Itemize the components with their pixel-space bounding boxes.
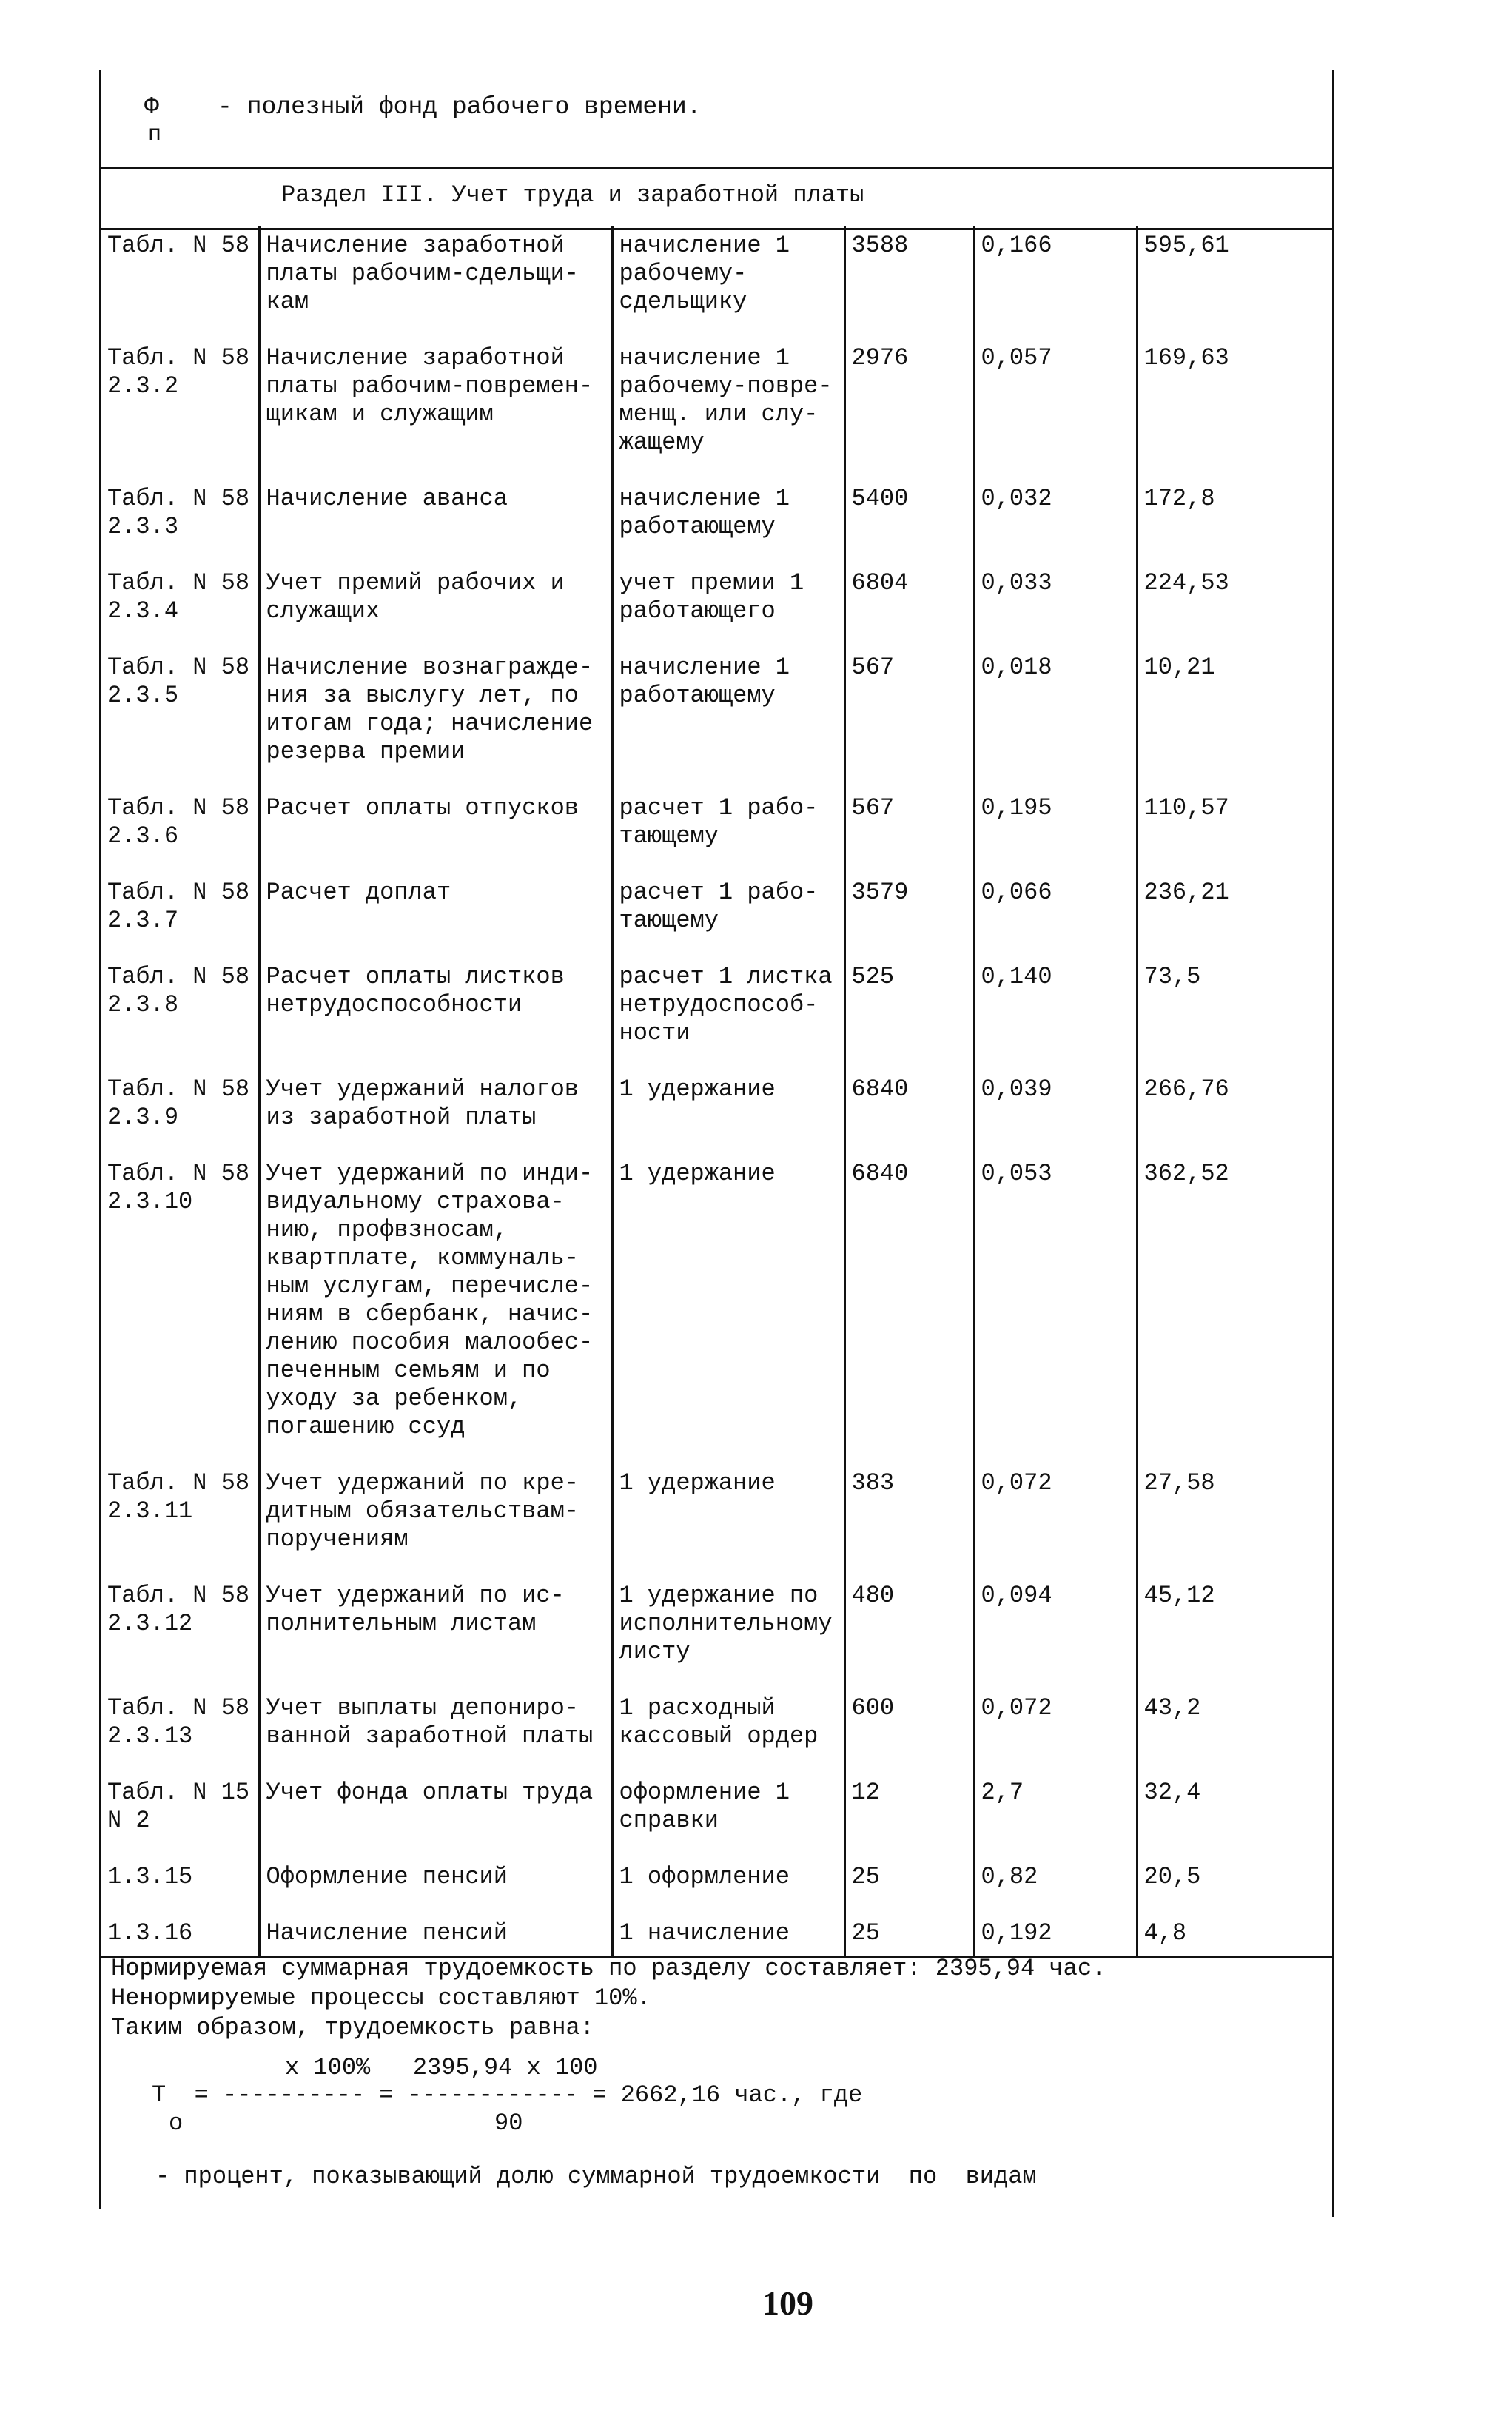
cell-name: Расчет оплаты листков нетрудоспособности xyxy=(259,957,612,1070)
table-row xyxy=(101,1913,1332,1958)
summary-line-2: Ненормируемые процессы составляют 10%. xyxy=(111,1984,651,2012)
formula-denominator: 90 xyxy=(494,2109,523,2137)
cell-ref: Табл. N 58 xyxy=(107,232,250,259)
cell-unit: 1 оформление xyxy=(612,1857,844,1913)
table-row xyxy=(101,1154,1332,1463)
cell-count: 12 xyxy=(844,1773,974,1857)
frame-right-border xyxy=(1332,70,1334,2217)
cell-ref: Табл. N 58 2.3.9 xyxy=(107,1075,250,1131)
symbol: Ф xyxy=(144,93,159,121)
table-row xyxy=(101,563,1332,648)
table-row xyxy=(101,479,1332,563)
cell-count: 25 xyxy=(844,1913,974,1958)
cell-ref: Табл. N 58 2.3.2 xyxy=(107,344,250,400)
cell-total: 4,8 xyxy=(1137,1913,1332,1958)
table-row xyxy=(101,1857,1332,1913)
cell-norm: 2,7 xyxy=(974,1773,1137,1857)
cell-name: Начисление вознагражде- ния за выслугу лет, по итогам года; начисление резерва премии xyxy=(259,648,612,788)
cell-name: Начисление пенсий xyxy=(259,1913,612,1958)
table-row xyxy=(101,1070,1332,1154)
labor-table xyxy=(101,226,1332,1958)
cell-count: 600 xyxy=(844,1688,974,1773)
cell-total: 224,53 xyxy=(1137,563,1332,648)
cell-name: Расчет доплат xyxy=(259,873,612,957)
cell-norm: 0,057 xyxy=(974,338,1137,479)
cell-norm: 0,192 xyxy=(974,1913,1137,1958)
cell-unit: 1 удержание xyxy=(612,1463,844,1576)
cell-name: Учет удержаний налогов из заработной платы xyxy=(259,1070,612,1154)
cell-name: Начисление заработной платы рабочим-сдельщи- кам xyxy=(259,226,612,338)
cell-norm: 0,195 xyxy=(974,788,1137,873)
cell-count: 480 xyxy=(844,1576,974,1688)
cell-ref: Табл. N 58 2.3.10 xyxy=(107,1160,250,1215)
table-row xyxy=(101,957,1332,1070)
cell-count: 383 xyxy=(844,1463,974,1576)
cell-total: 43,2 xyxy=(1137,1688,1332,1773)
cell-name: Расчет оплаты отпусков xyxy=(259,788,612,873)
cell-total: 32,4 xyxy=(1137,1773,1332,1857)
cell-total: 45,12 xyxy=(1137,1576,1332,1688)
cell-unit: 1 начисление xyxy=(612,1913,844,1958)
cell-unit: 1 удержание xyxy=(612,1154,844,1463)
cell-norm: 0,053 xyxy=(974,1154,1137,1463)
cell-ref: 1.3.15 xyxy=(107,1863,193,1890)
cell-total: 73,5 xyxy=(1137,957,1332,1070)
cell-ref: Табл. N 58 2.3.6 xyxy=(107,794,250,850)
cell-ref: Табл. N 58 2.3.8 xyxy=(107,963,250,1018)
summary-line-3: Таким образом, трудоемкость равна: xyxy=(111,2014,594,2041)
cell-count: 6804 xyxy=(844,563,974,648)
top-note-text: - полезный фонд рабочего времени. xyxy=(218,93,702,121)
cell-norm: 0,140 xyxy=(974,957,1137,1070)
cell-norm: 0,033 xyxy=(974,563,1137,648)
cell-ref: Табл. N 58 2.3.7 xyxy=(107,879,250,934)
cell-ref: Табл. N 15 N 2 xyxy=(107,1779,250,1834)
cell-norm: 0,072 xyxy=(974,1688,1137,1773)
cell-norm: 0,066 xyxy=(974,873,1137,957)
cell-ref: Табл. N 58 2.3.4 xyxy=(107,569,250,625)
cell-unit: 1 удержание xyxy=(612,1070,844,1154)
cell-name: Начисление заработной платы рабочим-повремен- щикам и служащим xyxy=(259,338,612,479)
cell-norm: 0,039 xyxy=(974,1070,1137,1154)
formula-numerator: x 100% 2395,94 x 100 xyxy=(285,2054,598,2081)
cell-unit: начисление 1 работающему xyxy=(612,648,844,788)
cell-count: 3588 xyxy=(844,226,974,338)
cell-total: 27,58 xyxy=(1137,1463,1332,1576)
cell-count: 525 xyxy=(844,957,974,1070)
cell-count: 25 xyxy=(844,1857,974,1913)
cell-unit: 1 удержание по исполнительному листу xyxy=(612,1576,844,1688)
cell-ref: Табл. N 58 2.3.11 xyxy=(107,1469,250,1525)
table-row xyxy=(101,226,1332,338)
cell-name: Учет удержаний по инди- видуальному страхова- нию, профвзносам, квартплате, коммуналь- ным услугам, перечисле- ниям в сбербанк, начис- лению пособия малообес- печенным семьям и по уходу за ребенком, погашению ссуд xyxy=(259,1154,612,1463)
cell-count: 567 xyxy=(844,788,974,873)
top-note-subscript: п xyxy=(148,122,162,147)
cell-name: Оформление пенсий xyxy=(259,1857,612,1913)
cell-total: 172,8 xyxy=(1137,479,1332,563)
cell-norm: 0,072 xyxy=(974,1463,1137,1576)
table-row xyxy=(101,648,1332,788)
cell-count: 3579 xyxy=(844,873,974,957)
cell-unit: расчет 1 рабо- тающему xyxy=(612,788,844,873)
table-row xyxy=(101,1688,1332,1773)
formula-subscript: o xyxy=(169,2109,184,2137)
table-row xyxy=(101,1773,1332,1857)
cell-total: 110,57 xyxy=(1137,788,1332,873)
cell-unit: начисление 1 работающему xyxy=(612,479,844,563)
cell-unit: учет премии 1 работающего xyxy=(612,563,844,648)
table-row xyxy=(101,788,1332,873)
cell-ref: Табл. N 58 2.3.12 xyxy=(107,1582,250,1637)
cell-count: 6840 xyxy=(844,1070,974,1154)
cell-norm: 0,82 xyxy=(974,1857,1137,1913)
table-row xyxy=(101,1576,1332,1688)
cell-norm: 0,166 xyxy=(974,226,1137,338)
footnote: - процент, показывающий долю суммарной трудоемкости по видам xyxy=(155,2163,1037,2190)
cell-unit: расчет 1 рабо- тающему xyxy=(612,873,844,957)
cell-name: Учет премий рабочих и служащих xyxy=(259,563,612,648)
cell-count: 2976 xyxy=(844,338,974,479)
cell-count: 567 xyxy=(844,648,974,788)
cell-total: 236,21 xyxy=(1137,873,1332,957)
summary-line-1: Нормируемая суммарная трудоемкость по разделу составляет: 2395,94 час. xyxy=(111,1955,1106,1982)
cell-ref: Табл. N 58 2.3.5 xyxy=(107,654,250,709)
top-note xyxy=(144,93,702,122)
cell-total: 20,5 xyxy=(1137,1857,1332,1913)
table-row xyxy=(101,1463,1332,1576)
cell-unit: 1 расходный кассовый ордер xyxy=(612,1688,844,1773)
cell-name: Учет удержаний по ис- полнительным листам xyxy=(259,1576,612,1688)
cell-total: 595,61 xyxy=(1137,226,1332,338)
cell-unit: начисление 1 рабочему- сдельщику xyxy=(612,226,844,338)
cell-norm: 0,094 xyxy=(974,1576,1137,1688)
page-number: 109 xyxy=(762,2284,813,2322)
cell-name: Учет выплаты депониро- ванной заработной платы xyxy=(259,1688,612,1773)
cell-count: 6840 xyxy=(844,1154,974,1463)
cell-name: Начисление аванса xyxy=(259,479,612,563)
cell-name: Учет фонда оплаты труда xyxy=(259,1773,612,1857)
section-title: Раздел III. Учет труда и заработной платы xyxy=(281,181,864,209)
cell-total: 169,63 xyxy=(1137,338,1332,479)
cell-ref: Табл. N 58 2.3.13 xyxy=(107,1694,250,1750)
cell-name: Учет удержаний по кре- дитным обязательствам- поручениям xyxy=(259,1463,612,1576)
cell-unit: начисление 1 рабочему-повре- менщ. или слу- жащему xyxy=(612,338,844,479)
cell-norm: 0,018 xyxy=(974,648,1137,788)
cell-unit: расчет 1 листка нетрудоспособ- ности xyxy=(612,957,844,1070)
cell-total: 266,76 xyxy=(1137,1070,1332,1154)
cell-total: 362,52 xyxy=(1137,1154,1332,1463)
formula-main: T = ---------- = ------------ = 2662,16 час., где xyxy=(152,2081,863,2109)
cell-total: 10,21 xyxy=(1137,648,1332,788)
table-row xyxy=(101,873,1332,957)
cell-unit: оформление 1 справки xyxy=(612,1773,844,1857)
summary xyxy=(111,1954,1106,2043)
cell-ref: Табл. N 58 2.3.3 xyxy=(107,485,250,540)
cell-count: 5400 xyxy=(844,479,974,563)
table-row xyxy=(101,338,1332,479)
cell-ref: 1.3.16 xyxy=(101,1913,259,1958)
cell-norm: 0,032 xyxy=(974,479,1137,563)
